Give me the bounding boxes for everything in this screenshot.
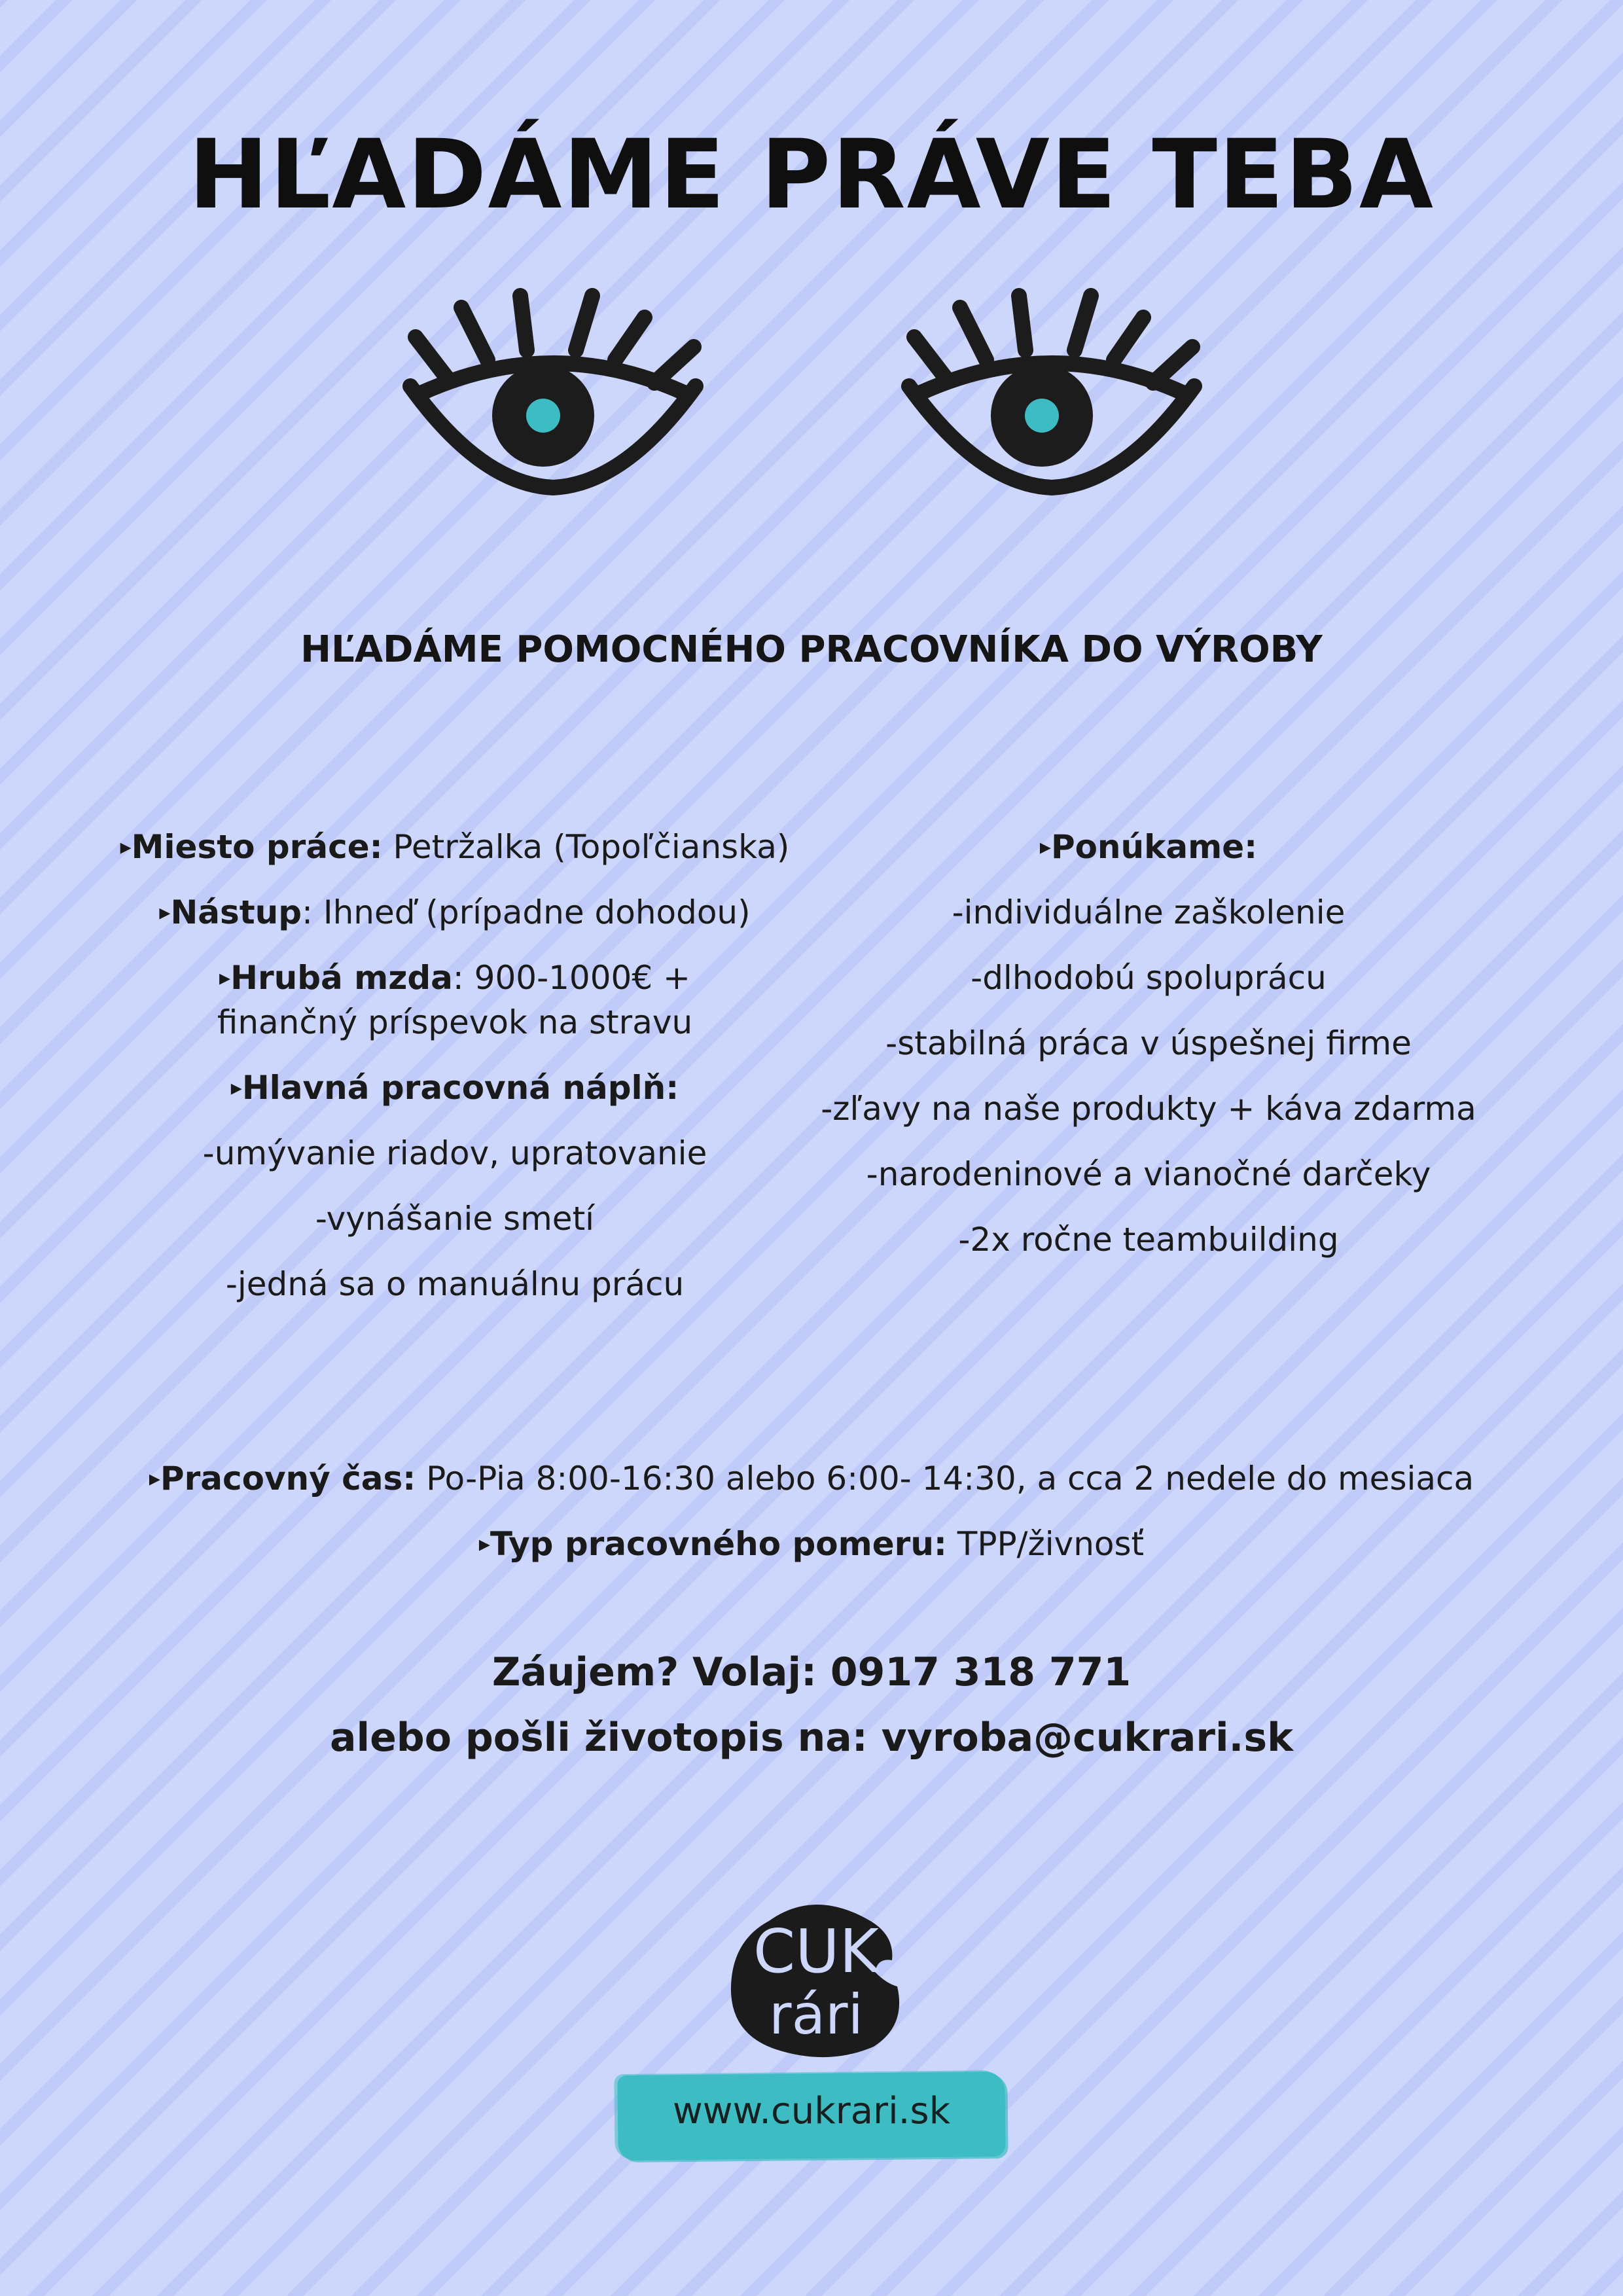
- bullet-marker: ▸: [219, 965, 231, 991]
- email-contact: alebo pošli životopis na: vyroba@cukrari.sk: [330, 1715, 1293, 1761]
- bullet-marker: ▸: [478, 1531, 490, 1557]
- contract-label: Typ pracovného pomeru:: [490, 1525, 947, 1563]
- bullet-marker: ▸: [120, 834, 132, 860]
- bullet-marker: ▸: [230, 1075, 242, 1101]
- duties-label: Hlavná pracovná náplň:: [241, 1069, 679, 1107]
- eye-icon: [396, 288, 710, 511]
- logo-text-top: CUK: [753, 1916, 879, 1986]
- employment-type: [0, 1525, 1623, 1563]
- start-value: : Ihneď (prípadne dohodou): [302, 893, 751, 931]
- wage-value: : 900-1000€ + finančný príspevok na stravu: [217, 959, 693, 1041]
- job-details-column: [101, 825, 808, 1327]
- location-label: Miesto práce:: [131, 828, 383, 866]
- duties-heading: [101, 1066, 808, 1110]
- offer-item: -narodeninové a vianočné darčeky: [866, 1155, 1431, 1193]
- start-date: [101, 890, 808, 935]
- working-hours: [0, 1460, 1623, 1498]
- work-location: [101, 825, 808, 869]
- contract-value: TPP/živnosť: [946, 1525, 1145, 1563]
- offer-item: -stabilná práca v úspešnej firme: [885, 1024, 1412, 1062]
- location-value: Petržalka (Topoľčianska): [382, 828, 790, 866]
- logo-text-bottom: rári: [769, 1982, 863, 2047]
- start-label: Nástup: [170, 893, 302, 931]
- offer-item: -individuálne zaškolenie: [952, 893, 1346, 931]
- duty-item: -vynášanie smetí: [315, 1200, 595, 1238]
- eye-icon: [895, 288, 1209, 511]
- offer-item: -2x ročne teambuilding: [958, 1221, 1339, 1259]
- benefits-column: [789, 825, 1508, 1283]
- hours-value: Po-Pia 8:00-16:30 alebo 6:00- 14:30, a cca 2 nedele do mesiaca: [416, 1460, 1474, 1498]
- gross-wage: [101, 956, 808, 1045]
- phone-contact: Záujem? Volaj: 0917 318 771: [491, 1649, 1132, 1695]
- poster-title: HĽADÁME PRÁVE TEBA: [188, 119, 1435, 230]
- cukrari-logo: [723, 1895, 906, 2058]
- offer-item: -dlhodobú spoluprácu: [971, 959, 1327, 997]
- duty-item: -umývanie riadov, upratovanie: [202, 1134, 707, 1172]
- wage-label: Hrubá mzda: [230, 959, 453, 997]
- offer-item: -zľavy na naše produkty + káva zdarma: [821, 1090, 1476, 1128]
- duty-item: -jedná sa o manuálnu prácu: [225, 1265, 685, 1303]
- hours-label: Pracovný čas:: [160, 1460, 416, 1498]
- job-position-heading: HĽADÁME POMOCNÉHO PRACOVNÍKA DO VÝROBY: [300, 628, 1323, 671]
- offer-heading: [789, 825, 1508, 869]
- bullet-marker: ▸: [1039, 834, 1051, 860]
- website-link[interactable]: www.cukrari.sk: [672, 2090, 951, 2132]
- bullet-marker: ▸: [149, 1465, 160, 1492]
- offer-label: Ponúkame:: [1050, 828, 1258, 866]
- bullet-marker: ▸: [159, 899, 171, 925]
